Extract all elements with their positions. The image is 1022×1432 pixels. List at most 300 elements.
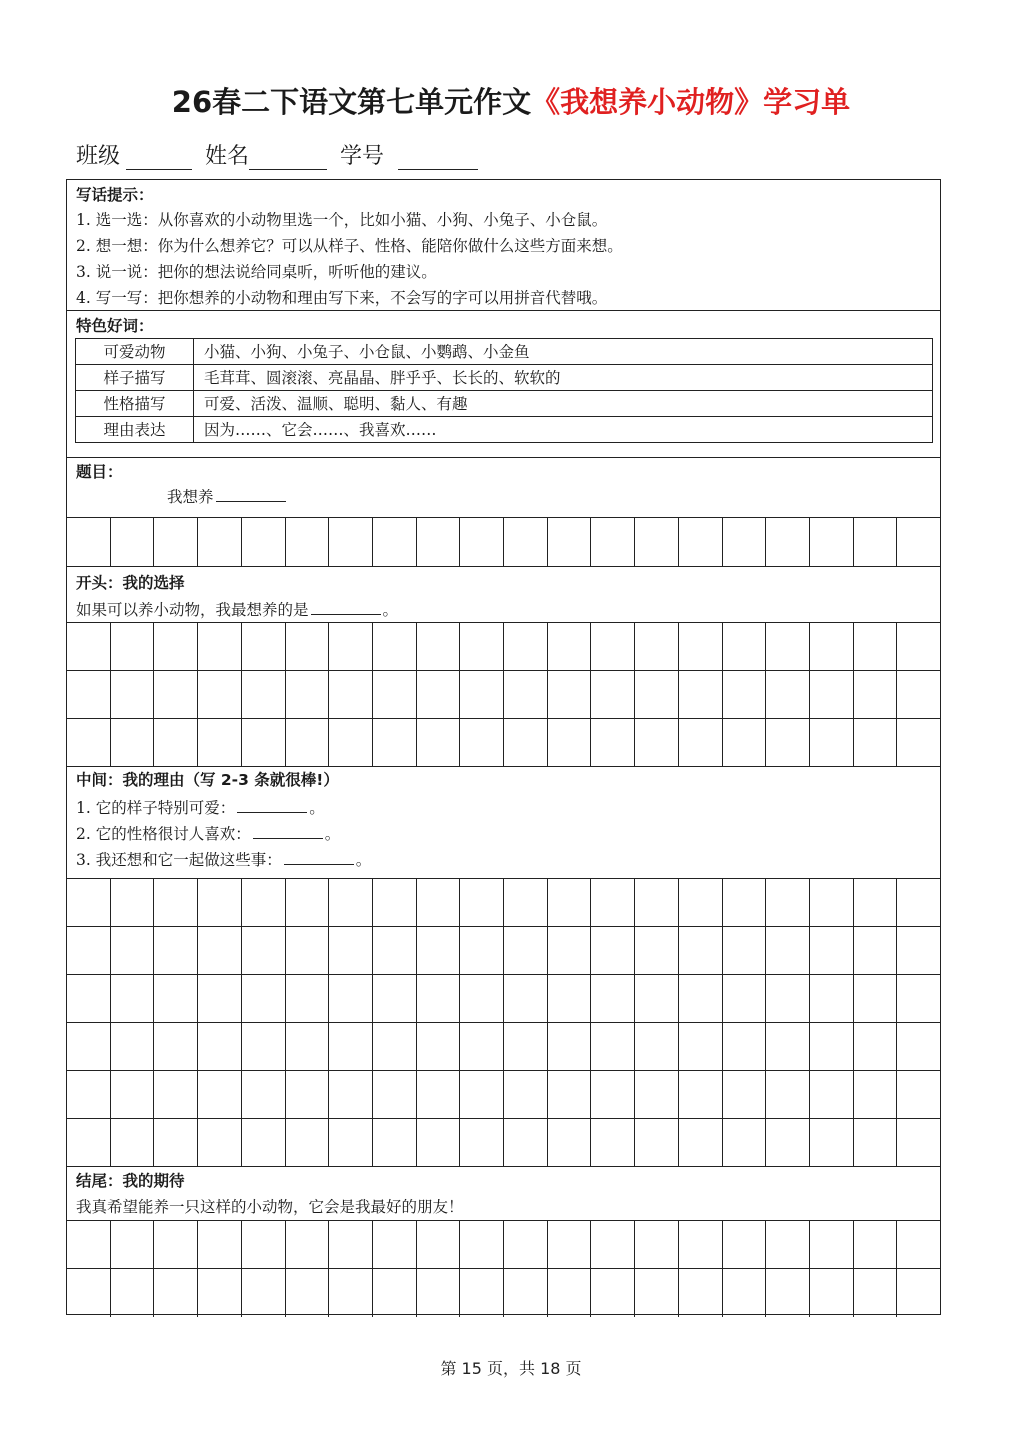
grid-cell[interactable]: [460, 623, 504, 670]
grid-cell[interactable]: [460, 671, 504, 718]
grid-cell[interactable]: [198, 927, 242, 974]
grid-cell[interactable]: [329, 671, 373, 718]
grid-cell[interactable]: [111, 1071, 155, 1118]
class-blank[interactable]: [126, 147, 192, 170]
grid-cell[interactable]: [198, 1023, 242, 1070]
grid-cell[interactable]: [154, 1269, 198, 1317]
grid-cell[interactable]: [67, 518, 111, 566]
grid-cell[interactable]: [548, 975, 592, 1022]
grid-cell[interactable]: [548, 1269, 592, 1317]
grid-cell[interactable]: [504, 879, 548, 926]
grid-cell[interactable]: [373, 518, 417, 566]
grid-row: [67, 518, 940, 566]
grid-cell[interactable]: [198, 975, 242, 1022]
grid-cell[interactable]: [723, 1119, 767, 1167]
title-essay-name: 《我想养小动物》: [531, 85, 764, 119]
grid-cell[interactable]: [373, 927, 417, 974]
grid-cell[interactable]: [111, 1119, 155, 1167]
grid-cell[interactable]: [766, 719, 810, 767]
reason-text: 1. 它的样子特别可爱：: [76, 799, 236, 817]
grid-cell[interactable]: [591, 1221, 635, 1268]
grid-cell[interactable]: [154, 975, 198, 1022]
grid-cell[interactable]: [548, 719, 592, 767]
grid-cell[interactable]: [635, 1119, 679, 1167]
grid-cell[interactable]: [723, 719, 767, 767]
grid-cell[interactable]: [897, 1119, 940, 1167]
grid-cell[interactable]: [67, 719, 111, 767]
grid-cell[interactable]: [591, 879, 635, 926]
reason-blank[interactable]: [237, 798, 307, 813]
grid-cell[interactable]: [417, 1119, 461, 1167]
grid-cell[interactable]: [635, 1071, 679, 1118]
grid-cell[interactable]: [897, 975, 940, 1022]
grid-cell[interactable]: [67, 1269, 111, 1317]
grid-cell[interactable]: [504, 1023, 548, 1070]
grid-cell[interactable]: [504, 671, 548, 718]
reason-text: 2. 它的性格很讨人喜欢：: [76, 825, 251, 843]
grid-cell[interactable]: [897, 927, 940, 974]
grid-cell[interactable]: [897, 623, 940, 670]
grid-cell[interactable]: [548, 671, 592, 718]
grid-cell[interactable]: [504, 927, 548, 974]
grid-cell[interactable]: [460, 1269, 504, 1317]
topic-prompt: [167, 487, 288, 506]
grid-cell[interactable]: [897, 518, 940, 566]
grid-cell[interactable]: [242, 879, 286, 926]
grid-cell[interactable]: [198, 719, 242, 767]
grid-cell[interactable]: [854, 879, 898, 926]
grid-cell[interactable]: [897, 719, 940, 767]
reason-end: 。: [324, 825, 341, 843]
grid-cell[interactable]: [111, 1269, 155, 1317]
grid-cell[interactable]: [548, 623, 592, 670]
grid-cell[interactable]: [810, 879, 854, 926]
grid-cell[interactable]: [591, 518, 635, 566]
grid-cell[interactable]: [723, 1269, 767, 1317]
grid-cell[interactable]: [679, 1023, 723, 1070]
grid-cell[interactable]: [373, 719, 417, 767]
grid-cell[interactable]: [548, 1023, 592, 1070]
grid-row: [67, 671, 940, 719]
grid-cell[interactable]: [897, 671, 940, 718]
grid-cell[interactable]: [679, 1071, 723, 1118]
grid-cell[interactable]: [154, 1221, 198, 1268]
grid-cell[interactable]: [154, 671, 198, 718]
number-blank[interactable]: [398, 147, 478, 170]
grid-cell[interactable]: [460, 518, 504, 566]
grid-cell[interactable]: [111, 1221, 155, 1268]
reason-blank[interactable]: [253, 824, 323, 839]
word-content: 小猫、小狗、小兔子、小仓鼠、小鹦鹉、小金鱼: [194, 339, 933, 365]
grid-cell[interactable]: [635, 1269, 679, 1317]
grid-cell[interactable]: [373, 1119, 417, 1167]
grid-cell[interactable]: [242, 1269, 286, 1317]
grid-cell[interactable]: [766, 623, 810, 670]
grid-cell[interactable]: [766, 1071, 810, 1118]
grid-cell[interactable]: [67, 927, 111, 974]
grid-row: [67, 927, 940, 975]
grid-cell[interactable]: [810, 1071, 854, 1118]
grid-cell[interactable]: [373, 1221, 417, 1268]
reason-text: 3. 我还想和它一起做这些事：: [76, 851, 282, 869]
grid-cell[interactable]: [242, 671, 286, 718]
divider: [67, 457, 940, 458]
grid-cell[interactable]: [460, 1071, 504, 1118]
grid-cell[interactable]: [591, 1119, 635, 1167]
grid-cell[interactable]: [67, 1221, 111, 1268]
grid-cell[interactable]: [242, 1119, 286, 1167]
grid-cell[interactable]: [329, 1119, 373, 1167]
word-content: 可爱、活泼、温顺、聪明、黏人、有趣: [194, 391, 933, 417]
grid-cell[interactable]: [329, 623, 373, 670]
grid-cell[interactable]: [591, 1023, 635, 1070]
grid-cell[interactable]: [329, 518, 373, 566]
grid-cell[interactable]: [286, 879, 330, 926]
divider: [67, 1166, 940, 1167]
grid-cell[interactable]: [373, 623, 417, 670]
reason-item: [76, 850, 371, 869]
grid-cell[interactable]: [242, 1071, 286, 1118]
name-blank[interactable]: [249, 147, 327, 170]
grid-row: [67, 1269, 940, 1317]
grid-cell[interactable]: [154, 1023, 198, 1070]
word-category: 性格描写: [76, 391, 194, 417]
grid-cell[interactable]: [286, 927, 330, 974]
grid-cell[interactable]: [417, 518, 461, 566]
grid-cell[interactable]: [854, 518, 898, 566]
grid-cell[interactable]: [591, 1269, 635, 1317]
grid-cell[interactable]: [286, 719, 330, 767]
grid-cell[interactable]: [591, 623, 635, 670]
grid-cell[interactable]: [854, 1071, 898, 1118]
grid-cell[interactable]: [373, 1269, 417, 1317]
reason-item: [76, 798, 325, 817]
grid-cell[interactable]: [723, 975, 767, 1022]
divider: [67, 310, 940, 311]
grid-cell[interactable]: [854, 719, 898, 767]
grid-cell[interactable]: [766, 518, 810, 566]
grid-cell[interactable]: [854, 671, 898, 718]
grid-cell[interactable]: [111, 719, 155, 767]
grid-cell[interactable]: [504, 1221, 548, 1268]
grid-cell[interactable]: [504, 1269, 548, 1317]
grid-cell[interactable]: [854, 1023, 898, 1070]
grid-cell[interactable]: [679, 518, 723, 566]
grid-cell[interactable]: [329, 927, 373, 974]
grid-cell[interactable]: [417, 671, 461, 718]
grid-cell[interactable]: [417, 1221, 461, 1268]
grid-cell[interactable]: [635, 927, 679, 974]
title-suffix: 学习单: [763, 85, 851, 119]
grid-cell[interactable]: [679, 1119, 723, 1167]
grid-cell[interactable]: [504, 1119, 548, 1167]
grid-cell[interactable]: [854, 975, 898, 1022]
grid-cell[interactable]: [766, 671, 810, 718]
grid-cell[interactable]: [723, 927, 767, 974]
divider: [67, 566, 940, 567]
grid-cell[interactable]: [504, 518, 548, 566]
word-category: 理由表达: [76, 417, 194, 443]
grid-cell[interactable]: [548, 1071, 592, 1118]
name-label: 姓名: [205, 144, 250, 169]
grid-cell[interactable]: [154, 927, 198, 974]
grid-cell[interactable]: [635, 1023, 679, 1070]
reason-end: 。: [355, 851, 372, 869]
grid-cell[interactable]: [417, 1269, 461, 1317]
grid-cell[interactable]: [286, 1221, 330, 1268]
grid-cell[interactable]: [67, 975, 111, 1022]
grid-cell[interactable]: [810, 1119, 854, 1167]
grid-cell[interactable]: [723, 1071, 767, 1118]
writing-grid-topic[interactable]: [67, 518, 940, 566]
grid-cell[interactable]: [111, 1023, 155, 1070]
grid-cell[interactable]: [679, 975, 723, 1022]
grid-cell[interactable]: [679, 671, 723, 718]
word-category: 可爱动物: [76, 339, 194, 365]
grid-cell[interactable]: [854, 623, 898, 670]
grid-cell[interactable]: [591, 975, 635, 1022]
grid-cell[interactable]: [417, 879, 461, 926]
grid-cell[interactable]: [373, 975, 417, 1022]
grid-cell[interactable]: [766, 1023, 810, 1070]
grid-cell[interactable]: [635, 671, 679, 718]
grid-cell[interactable]: [67, 1071, 111, 1118]
grid-cell[interactable]: [635, 879, 679, 926]
grid-cell[interactable]: [854, 927, 898, 974]
topic-heading: 题目：: [76, 463, 123, 481]
grid-cell[interactable]: [723, 1023, 767, 1070]
words-table: [75, 338, 933, 443]
grid-cell[interactable]: [329, 1221, 373, 1268]
grid-cell[interactable]: [198, 623, 242, 670]
grid-cell[interactable]: [766, 879, 810, 926]
grid-cell[interactable]: [897, 879, 940, 926]
topic-blank[interactable]: [216, 487, 286, 502]
class-label: 班级: [76, 144, 121, 169]
grid-cell[interactable]: [111, 623, 155, 670]
tip-item: 4. 写一写：把你想养的小动物和理由写下来，不会写的字可以用拼音代替哦。: [76, 289, 608, 307]
student-info: [76, 139, 484, 170]
grid-cell[interactable]: [460, 879, 504, 926]
grid-cell[interactable]: [591, 927, 635, 974]
topic-prompt-text: 我想养: [167, 488, 214, 506]
grid-cell[interactable]: [635, 1221, 679, 1268]
grid-cell[interactable]: [286, 975, 330, 1022]
grid-cell[interactable]: [897, 1023, 940, 1070]
grid-cell[interactable]: [723, 623, 767, 670]
grid-cell[interactable]: [286, 623, 330, 670]
grid-cell[interactable]: [286, 671, 330, 718]
grid-row: [67, 1119, 940, 1167]
grid-cell[interactable]: [591, 719, 635, 767]
grid-cell[interactable]: [417, 1023, 461, 1070]
grid-cell[interactable]: [810, 518, 854, 566]
grid-cell[interactable]: [548, 518, 592, 566]
grid-row: [67, 1221, 940, 1269]
grid-cell[interactable]: [591, 671, 635, 718]
grid-cell[interactable]: [373, 671, 417, 718]
grid-cell[interactable]: [67, 623, 111, 670]
grid-cell[interactable]: [679, 879, 723, 926]
page-title: [0, 80, 1022, 121]
writing-grid-middle[interactable]: [67, 879, 940, 1167]
grid-cell[interactable]: [635, 719, 679, 767]
grid-row: [67, 1071, 940, 1119]
grid-cell[interactable]: [154, 518, 198, 566]
grid-cell[interactable]: [67, 879, 111, 926]
grid-cell[interactable]: [504, 1071, 548, 1118]
grid-cell[interactable]: [198, 1221, 242, 1268]
grid-cell[interactable]: [67, 1023, 111, 1070]
grid-row: [67, 879, 940, 927]
grid-cell[interactable]: [111, 671, 155, 718]
grid-cell[interactable]: [766, 975, 810, 1022]
grid-cell[interactable]: [417, 623, 461, 670]
grid-cell[interactable]: [810, 671, 854, 718]
grid-cell[interactable]: [460, 1119, 504, 1167]
grid-cell[interactable]: [329, 975, 373, 1022]
grid-cell[interactable]: [460, 719, 504, 767]
grid-cell[interactable]: [897, 1269, 940, 1317]
grid-cell[interactable]: [810, 1221, 854, 1268]
grid-cell[interactable]: [242, 1221, 286, 1268]
grid-cell[interactable]: [854, 1119, 898, 1167]
title-main: 26春二下语文第七单元作文: [171, 85, 532, 119]
grid-cell[interactable]: [67, 1119, 111, 1167]
reason-blank[interactable]: [284, 850, 354, 865]
grid-cell[interactable]: [766, 1119, 810, 1167]
grid-cell[interactable]: [548, 927, 592, 974]
grid-cell[interactable]: [154, 719, 198, 767]
grid-cell[interactable]: [242, 975, 286, 1022]
grid-cell[interactable]: [591, 1071, 635, 1118]
grid-cell[interactable]: [460, 1023, 504, 1070]
grid-cell[interactable]: [329, 1269, 373, 1317]
grid-cell[interactable]: [286, 1071, 330, 1118]
grid-cell[interactable]: [154, 1071, 198, 1118]
opening-blank[interactable]: [311, 600, 381, 615]
reason-item: [76, 824, 340, 843]
grid-cell[interactable]: [854, 1221, 898, 1268]
grid-cell[interactable]: [679, 623, 723, 670]
grid-cell[interactable]: [154, 879, 198, 926]
grid-cell[interactable]: [417, 975, 461, 1022]
tip-item: 2. 想一想：你为什么想养它？可以从样子、性格、能陪你做什么这些方面来想。: [76, 237, 623, 255]
grid-cell[interactable]: [766, 1269, 810, 1317]
grid-cell[interactable]: [548, 1119, 592, 1167]
grid-cell[interactable]: [198, 1269, 242, 1317]
grid-cell[interactable]: [67, 671, 111, 718]
grid-cell[interactable]: [723, 879, 767, 926]
grid-cell[interactable]: [854, 1269, 898, 1317]
grid-cell[interactable]: [198, 879, 242, 926]
grid-row: [67, 975, 940, 1023]
grid-cell[interactable]: [810, 1269, 854, 1317]
grid-cell[interactable]: [286, 1119, 330, 1167]
grid-row: [67, 719, 940, 767]
grid-cell[interactable]: [810, 623, 854, 670]
grid-cell[interactable]: [373, 879, 417, 926]
grid-cell[interactable]: [897, 1221, 940, 1268]
grid-cell[interactable]: [111, 879, 155, 926]
grid-cell[interactable]: [373, 1023, 417, 1070]
grid-cell[interactable]: [897, 1071, 940, 1118]
grid-cell[interactable]: [723, 1221, 767, 1268]
grid-cell[interactable]: [286, 1269, 330, 1317]
grid-cell[interactable]: [417, 719, 461, 767]
grid-cell[interactable]: [723, 518, 767, 566]
grid-row: [67, 1023, 940, 1071]
grid-cell[interactable]: [417, 1071, 461, 1118]
grid-cell[interactable]: [329, 879, 373, 926]
grid-cell[interactable]: [111, 518, 155, 566]
grid-cell[interactable]: [417, 927, 461, 974]
grid-cell[interactable]: [766, 1221, 810, 1268]
grid-cell[interactable]: [198, 671, 242, 718]
grid-cell[interactable]: [504, 623, 548, 670]
grid-cell[interactable]: [548, 1221, 592, 1268]
grid-cell[interactable]: [242, 1023, 286, 1070]
grid-cell[interactable]: [373, 1071, 417, 1118]
grid-cell[interactable]: [679, 1269, 723, 1317]
writing-grid-ending[interactable]: [67, 1221, 940, 1317]
grid-cell[interactable]: [242, 518, 286, 566]
grid-cell[interactable]: [460, 975, 504, 1022]
grid-cell[interactable]: [810, 1023, 854, 1070]
grid-cell[interactable]: [504, 719, 548, 767]
grid-cell[interactable]: [154, 1119, 198, 1167]
grid-cell[interactable]: [460, 1221, 504, 1268]
grid-cell[interactable]: [286, 518, 330, 566]
page-footer: 第 15 页，共 18 页: [440, 1359, 582, 1378]
grid-cell[interactable]: [723, 671, 767, 718]
grid-cell[interactable]: [242, 719, 286, 767]
grid-cell[interactable]: [198, 518, 242, 566]
grid-cell[interactable]: [504, 975, 548, 1022]
divider: [67, 766, 940, 767]
words-heading: 特色好词：: [76, 317, 154, 335]
grid-cell[interactable]: [242, 623, 286, 670]
grid-cell[interactable]: [198, 1071, 242, 1118]
grid-cell[interactable]: [635, 975, 679, 1022]
grid-cell[interactable]: [679, 719, 723, 767]
grid-cell[interactable]: [766, 927, 810, 974]
grid-cell[interactable]: [329, 719, 373, 767]
grid-cell[interactable]: [810, 975, 854, 1022]
table-row: [76, 391, 933, 417]
grid-cell[interactable]: [679, 927, 723, 974]
grid-cell[interactable]: [198, 1119, 242, 1167]
grid-cell[interactable]: [111, 975, 155, 1022]
grid-cell[interactable]: [242, 927, 286, 974]
grid-cell[interactable]: [154, 623, 198, 670]
grid-cell[interactable]: [679, 1221, 723, 1268]
grid-cell[interactable]: [329, 1071, 373, 1118]
reason-end: 。: [309, 799, 325, 817]
grid-cell[interactable]: [635, 518, 679, 566]
grid-cell[interactable]: [286, 1023, 330, 1070]
table-row: [76, 339, 933, 365]
grid-cell[interactable]: [460, 927, 504, 974]
grid-cell[interactable]: [810, 719, 854, 767]
grid-cell[interactable]: [810, 927, 854, 974]
worksheet: [66, 179, 941, 1315]
grid-cell[interactable]: [111, 927, 155, 974]
grid-cell[interactable]: [635, 623, 679, 670]
grid-cell[interactable]: [329, 1023, 373, 1070]
grid-cell[interactable]: [548, 879, 592, 926]
writing-grid-opening[interactable]: [67, 623, 940, 767]
